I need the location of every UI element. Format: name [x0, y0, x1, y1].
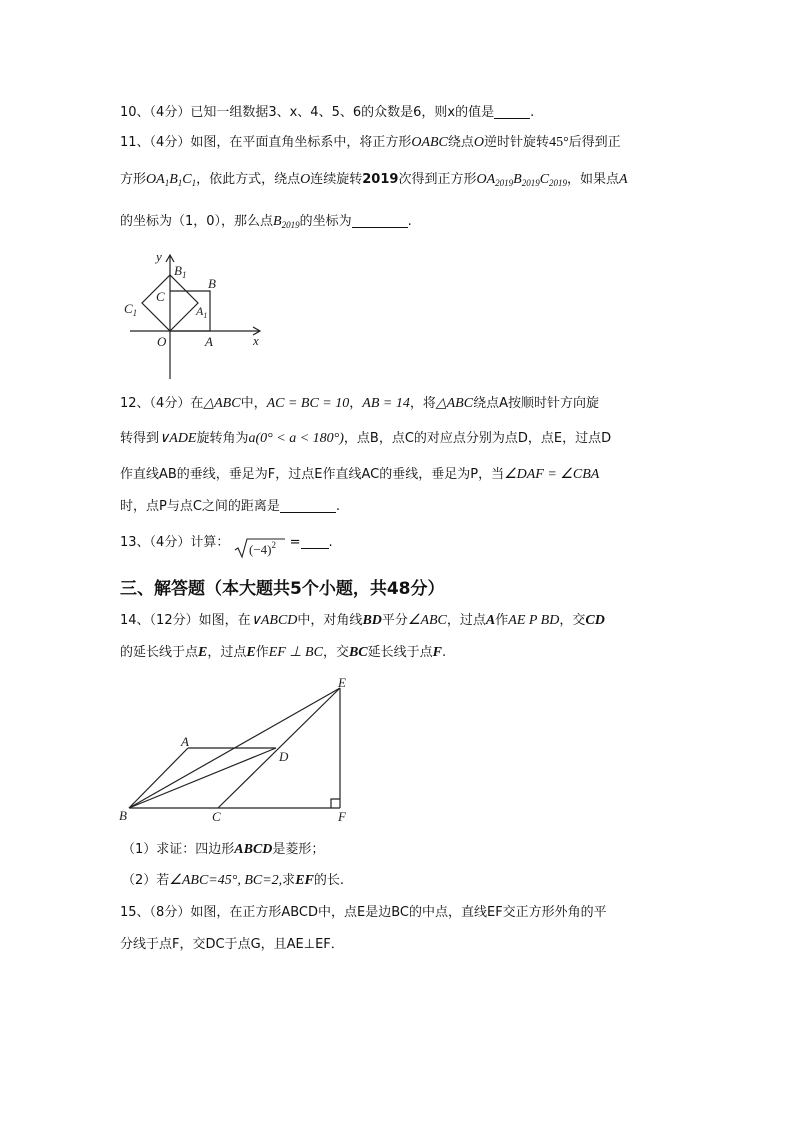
label-c1: $C_1$ — [124, 301, 138, 318]
label-a: A — [205, 334, 213, 349]
question-number: 11、（4分） — [120, 135, 191, 150]
label-d: D — [279, 749, 289, 764]
radicand: $(-4)^2$ — [249, 539, 277, 557]
label-a1: $A_1$ — [196, 304, 208, 320]
figure-14-parallelogram-diagram — [115, 674, 360, 829]
question-12-line-3: 作直线AB的垂线，垂足为F，过点E作直线AC的垂线，垂足为P，当∠DAF = ∠CBA — [120, 467, 600, 482]
question-text: 已知一组数据3、x、4、5、6的众数是6，则x的值是 — [190, 105, 495, 120]
label-c: C — [156, 289, 165, 304]
question-14-line-2: 的延长线于点E，过点E作EF ⊥ BC，交BC延长线于点F. — [120, 645, 447, 660]
question-12-line-2: 转得到∨ADE旋转角为a(0° < a < 180°)，点B，点C的对应点分别为点D，点E，过点D — [120, 431, 612, 446]
right-angle-mark — [331, 799, 340, 808]
label-c: C — [212, 809, 221, 824]
diagonal-bd — [129, 748, 276, 808]
label-x: x — [253, 333, 259, 348]
label-o: O — [157, 334, 167, 349]
question-number: 13、（4分） — [120, 535, 191, 550]
answer-blank — [352, 213, 408, 228]
question-14-part-1: （1）求证：四边形ABCD是菱形； — [122, 842, 325, 857]
section-heading: 三、解答题（本大题共5个小题，共48分） — [120, 579, 445, 599]
question-15-line-2: 分线于点F，交DC于点G，且AE⊥EF． — [120, 937, 344, 952]
figure-11-coordinate-diagram — [120, 245, 270, 385]
question-number: 12、（4分） — [120, 396, 191, 411]
answer-blank — [494, 104, 530, 119]
radical-sign — [233, 537, 285, 559]
answer-blank — [280, 498, 336, 513]
question-number: 15、（8分） — [120, 905, 191, 920]
label-a: A — [181, 734, 189, 749]
point-b2019: $B_{2019}$ — [273, 214, 300, 230]
segment-be — [129, 688, 340, 808]
question-11-line-2: 方形$OA_1B_1C_1$，依此方式，绕点O连续旋转2019次得到正方形$OA_{2019}B_{2019}C_{2019}$，如果点A — [120, 172, 628, 188]
question-13: 13、（4分）计算： $(-4)^2$ = . — [120, 535, 333, 557]
label-f: F — [338, 809, 346, 824]
label-y: y — [156, 249, 162, 264]
answer-blank — [301, 534, 329, 549]
label-b1: $B_1$ — [174, 263, 187, 280]
label-e: E — [338, 675, 346, 690]
square-2019: $OA_{2019}B_{2019}C_{2019}$ — [476, 172, 568, 188]
question-11-line-3: 的坐标为（1，0），那么点$B_{2019}$的坐标为 . — [120, 214, 412, 230]
question-11-line-1: 11、（4分）如图，在平面直角坐标系中，将正方形OABC绕点O逆时针旋转45°后得到正 — [120, 135, 621, 150]
question-14-line-1: 14、（12分）如图，在∨ABCD中，对角线BD平分∠ABC，过点A作AE P BD，交CD — [120, 613, 605, 628]
question-12-line-1: 12、（4分）在△ABC中，AC = BC = 10，AB = 14，将△ABC绕点A按顺时针方向旋 — [120, 396, 599, 411]
sqrt-expression — [233, 537, 285, 559]
label-b: B — [208, 276, 216, 291]
question-15-line-1: 15、（8分）如图，在正方形ABCD中，点E是边BC的中点，直线EF交正方形外角的平 — [120, 905, 607, 920]
question-12-line-4: 时，点P与点C之间的距离是 . — [120, 499, 341, 514]
segment-ba — [129, 748, 188, 808]
label-b: B — [119, 808, 127, 823]
question-number: 10、（4分） — [120, 105, 191, 120]
question-number: 14、（12分） — [120, 613, 199, 628]
square-oa1b1c1: $OA_1B_1C_1$ — [146, 172, 197, 188]
question-10: 10、（4分）已知一组数据3、x、4、5、6的众数是6，则x的值是 . — [120, 105, 535, 120]
question-14-part-2: （2）若∠ABC=45°, BC=2,求EF的长. — [122, 873, 345, 888]
